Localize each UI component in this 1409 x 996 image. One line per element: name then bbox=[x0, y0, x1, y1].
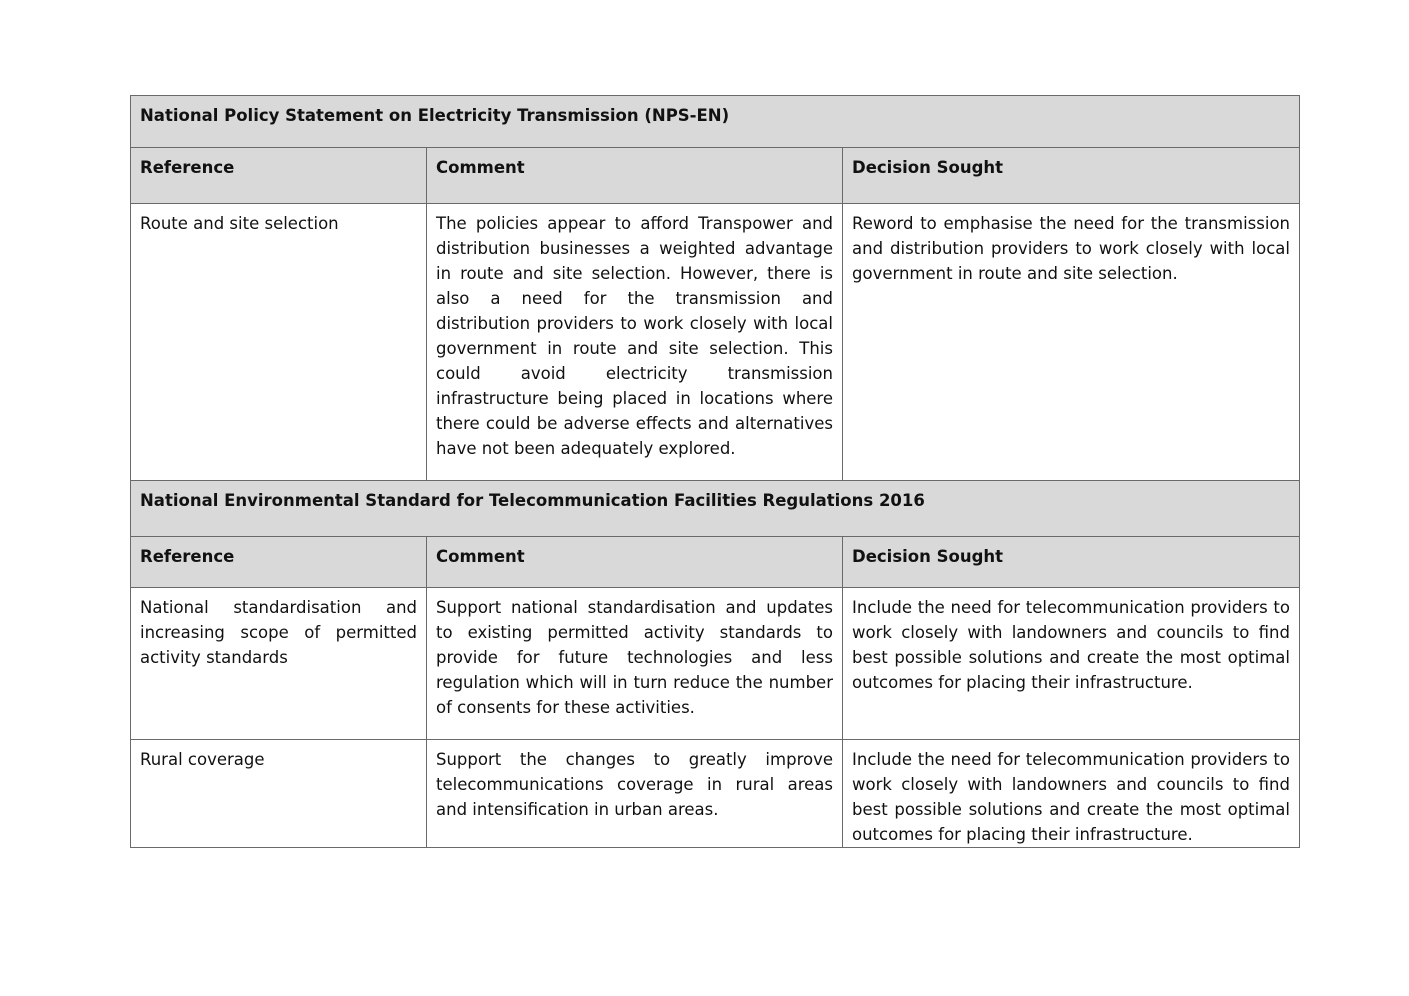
comment-header: Comment bbox=[427, 537, 843, 588]
column-header-row bbox=[131, 537, 1300, 588]
section-title-nes-tf: National Environmental Standard for Telecommunication Facilities Regulations 2016 bbox=[131, 481, 1300, 537]
decision-cell: Include the need for telecommunication providers to work closely with landowners and councils to find best possible solutions and create the most optimal outcomes for placing their infrastructure. bbox=[843, 588, 1300, 740]
column-header-row bbox=[131, 148, 1300, 204]
decision-cell: Include the need for telecommunication providers to work closely with landowners and councils to find best possible solutions and create the most optimal outcomes for placing their infrastructure. bbox=[843, 740, 1300, 848]
comment-cell: The policies appear to afford Transpower and distribution businesses a weighted advantage in route and site selection. However, there is also a need for the transmission and distribution providers to work closely with local government in route and site selection. This could avoid electricity transmission infrastructure being placed in locations where there could be adverse effects and alternatives have not been adequately explored. bbox=[427, 204, 843, 481]
reference-header: Reference bbox=[131, 148, 427, 204]
section-heading-row bbox=[131, 96, 1300, 148]
section-title-nps-en: National Policy Statement on Electricity Transmission (NPS-EN) bbox=[131, 96, 1300, 148]
decision-sought-header: Decision Sought bbox=[843, 537, 1300, 588]
decision-cell: Reword to emphasise the need for the transmission and distribution providers to work closely with local government in route and site selection. bbox=[843, 204, 1300, 481]
reference-header: Reference bbox=[131, 537, 427, 588]
submission-table bbox=[130, 95, 1300, 848]
table-row bbox=[131, 588, 1300, 740]
decision-sought-header: Decision Sought bbox=[843, 148, 1300, 204]
table-row bbox=[131, 204, 1300, 481]
reference-cell: Route and site selection bbox=[131, 204, 427, 481]
reference-cell: Rural coverage bbox=[131, 740, 427, 848]
comment-header: Comment bbox=[427, 148, 843, 204]
comment-cell: Support the changes to greatly improve telecommunications coverage in rural areas and intensification in urban areas. bbox=[427, 740, 843, 848]
reference-cell: National standardisation and increasing scope of permitted activity standards bbox=[131, 588, 427, 740]
section-heading-row bbox=[131, 481, 1300, 537]
comment-cell: Support national standardisation and updates to existing permitted activity standards to provide for future technologies and less regulation which will in turn reduce the number of consents for these activities. bbox=[427, 588, 843, 740]
table-row bbox=[131, 740, 1300, 848]
